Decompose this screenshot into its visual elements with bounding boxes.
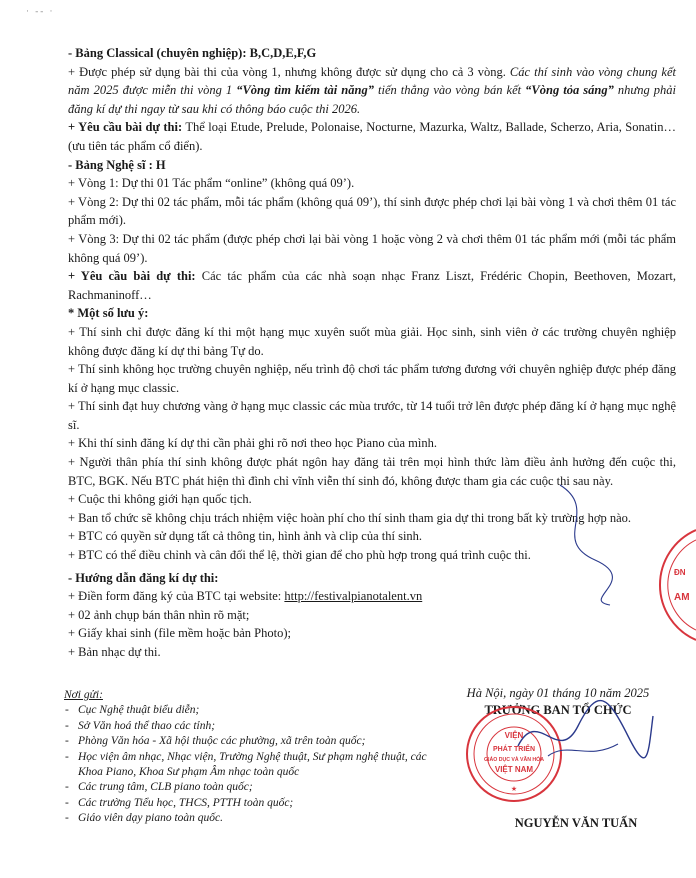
recipients-label: Nơi gửi: [64, 689, 103, 701]
recipient-item: - Cục Nghệ thuật biểu diễn; [78, 703, 444, 718]
guide-item: + 02 ảnh chụp bán thân nhìn rõ mặt; [68, 607, 250, 622]
note-item: + Thí sinh không học trường chuyên nghiệp, nếu trình độ chơi tác phẩm tương đương với chuyên nghiệp được phép đăng kí ở hạng mục classic. [68, 362, 676, 395]
classical-rule [68, 63, 676, 119]
svg-text:ĐN: ĐN [674, 568, 686, 577]
classical-rule-italic-a: Các thí sinh vào vòng chung kết năm 2025 được miễn thi vòng 1 [68, 64, 676, 98]
seal-line-3: VIỆT NAM [494, 765, 534, 774]
recipient-item: - Sở Văn hoá thể thao các tỉnh; [78, 719, 444, 734]
scan-mark: · -- · [26, 6, 55, 16]
note-item: + BTC có thể điều chỉnh và cân đối thể lệ, thời gian để cho phù hợp trong quá trình cuộc thi. [68, 548, 531, 563]
artist-round-2: + Vòng 2: Dự thi 02 tác phẩm, mỗi tác phẩm (không quá 09’), thí sinh được phép chơi lại bài vòng 1 và chơi thêm 01 tác phẩm mới). [68, 194, 676, 228]
recipient-item: - Các trung tâm, CLB piano toàn quốc; [78, 780, 444, 795]
classical-rule-italic-c: nhưng phải đăng kí dự thi ngay từ sau khi có thông báo cuộc thi 2026. [68, 83, 676, 116]
date-line: Hà Nội, ngày 01 tháng 10 năm 2025 [466, 686, 650, 700]
note-item: + Ban tổ chức sẽ không chịu trách nhiệm việc hoàn phí cho thí sinh tham gia dự thi trong bất kỳ trường hợp nào. [68, 510, 632, 525]
svg-text:★: ★ [510, 786, 518, 793]
round-shine-name: “Vòng tỏa sáng” [525, 83, 614, 98]
guide-item: + Giấy khai sinh (file mềm hoặc bản Photo); [68, 626, 291, 641]
classical-req-label: + Yêu cầu bài dự thi: [68, 120, 183, 135]
artist-req-text: Các tác phẩm của các nhà soạn nhạc Franz Liszt, Frédéric Chopin, Beethoven, Mozart, Rachmaninoff… [68, 269, 676, 302]
artist-round-1: + Vòng 1: Dự thi 01 Tác phẩm “online” (không quá 09’). [68, 176, 355, 191]
recipient-item: - Học viện âm nhạc, Nhạc viện, Trường Nghệ thuật, Sư phạm nghệ thuật, các Khoa Piano, Khoa Sư phạm Âm nhạc toàn quốc [78, 750, 444, 781]
guide-item: + Bản nhạc dự thi. [68, 645, 161, 659]
recipients-block [64, 688, 444, 827]
note-item: + Khi thí sinh đăng kí dự thi cần phải ghi rõ nơi theo học Piano của mình. [68, 436, 437, 451]
signature-stroke-icon [540, 480, 630, 610]
classical-heading: - Bảng Classical (chuyên nghiệp): B,C,D,E,F,G [68, 46, 317, 60]
handwritten-signature-icon [508, 686, 658, 776]
seal-line-1: PHÁT TRIỂN [493, 746, 535, 753]
recipient-item: - Phòng Văn hóa - Xã hội thuộc các phường, xã trên toàn quốc; [78, 734, 444, 749]
recipient-item: - Giáo viên dạy piano toàn quốc. [78, 811, 444, 826]
classical-requirements [68, 118, 676, 155]
artist-req-label: + Yêu cầu bài dự thi: [68, 269, 196, 284]
guide-form-text: + Điền form đăng ký của BTC tại website: [68, 589, 285, 604]
note-item: + Người thân phía thí sinh không được phát ngôn hay đăng tải trên mọi hình thức làm điều ảnh hưởng đến cuộc thi, BTC, BGK. Nếu BTC phát hiện thì đình chỉ vĩnh viễn thí sinh đó, không được tham gia các cuộc thi sau này. [68, 455, 676, 488]
note-item: + Thí sinh chỉ được đăng kí thi một hạng mục xuyên suốt mùa giải. Học sinh, sinh viên ở các trường chuyên nghiệp không được đăng kí dự thi bảng Tự do. [68, 324, 676, 358]
recipients-list [64, 703, 444, 826]
round-talent-search-name: “Vòng tìm kiếm tài năng” [236, 83, 374, 98]
classical-rule-italic-b: tiến thẳng vào vòng bán kết [373, 83, 526, 98]
signer-title: TRƯỞNG BAN TỔ CHỨC [484, 703, 632, 717]
artist-requirements [68, 267, 676, 304]
guide-heading: - Hướng dẫn đăng kí dự thi: [68, 570, 219, 585]
svg-text:AM: AM [674, 592, 690, 603]
registration-website-link[interactable]: http://festivalpianotalent.vn [284, 589, 423, 604]
seal-top-text: VIỆN [504, 731, 524, 740]
partial-seal-icon [652, 520, 696, 650]
note-item: + Cuộc thi không giới hạn quốc tịch. [68, 492, 252, 507]
notes-heading: * Một số lưu ý: [68, 306, 149, 321]
note-item: + BTC có quyền sử dụng tất cả thông tin, hình ảnh và clip của thí sinh. [68, 529, 423, 544]
classical-rule-text: + Được phép sử dụng bài thi của vòng 1, nhưng không được sử dụng cho cả 3 vòng. [68, 64, 510, 79]
classical-req-text: Thể loại Etude, Prelude, Polonaise, Nocturne, Mazurka, Waltz, Ballade, Scherzo, Aria, Sonatin…(ưu tiên tác phẩm cổ điển). [68, 120, 676, 153]
artist-heading: - Bảng Nghệ sĩ : H [68, 157, 166, 172]
seal-line-2: GIÁO DỤC VÀ VĂN HÓA [484, 757, 544, 763]
artist-round-3: + Vòng 3: Dự thi 02 tác phẩm (được phép chơi lại bài vòng 1 hoặc vòng 2 và chơi thêm 01 tác phẩm mới (mỗi tác phẩm không quá 09’). [68, 231, 676, 265]
note-item: + Thí sinh đạt huy chương vàng ở hạng mục classic các mùa trước, từ 14 tuổi trở lên được phép đăng kí ở hạng mục nghệ sĩ. [68, 399, 676, 432]
signer-name: NGUYỄN VĂN TUẤN [514, 816, 638, 830]
recipient-item: - Các trường Tiểu học, THCS, PTTH toàn quốc; [78, 796, 444, 811]
signature-block [448, 686, 668, 830]
